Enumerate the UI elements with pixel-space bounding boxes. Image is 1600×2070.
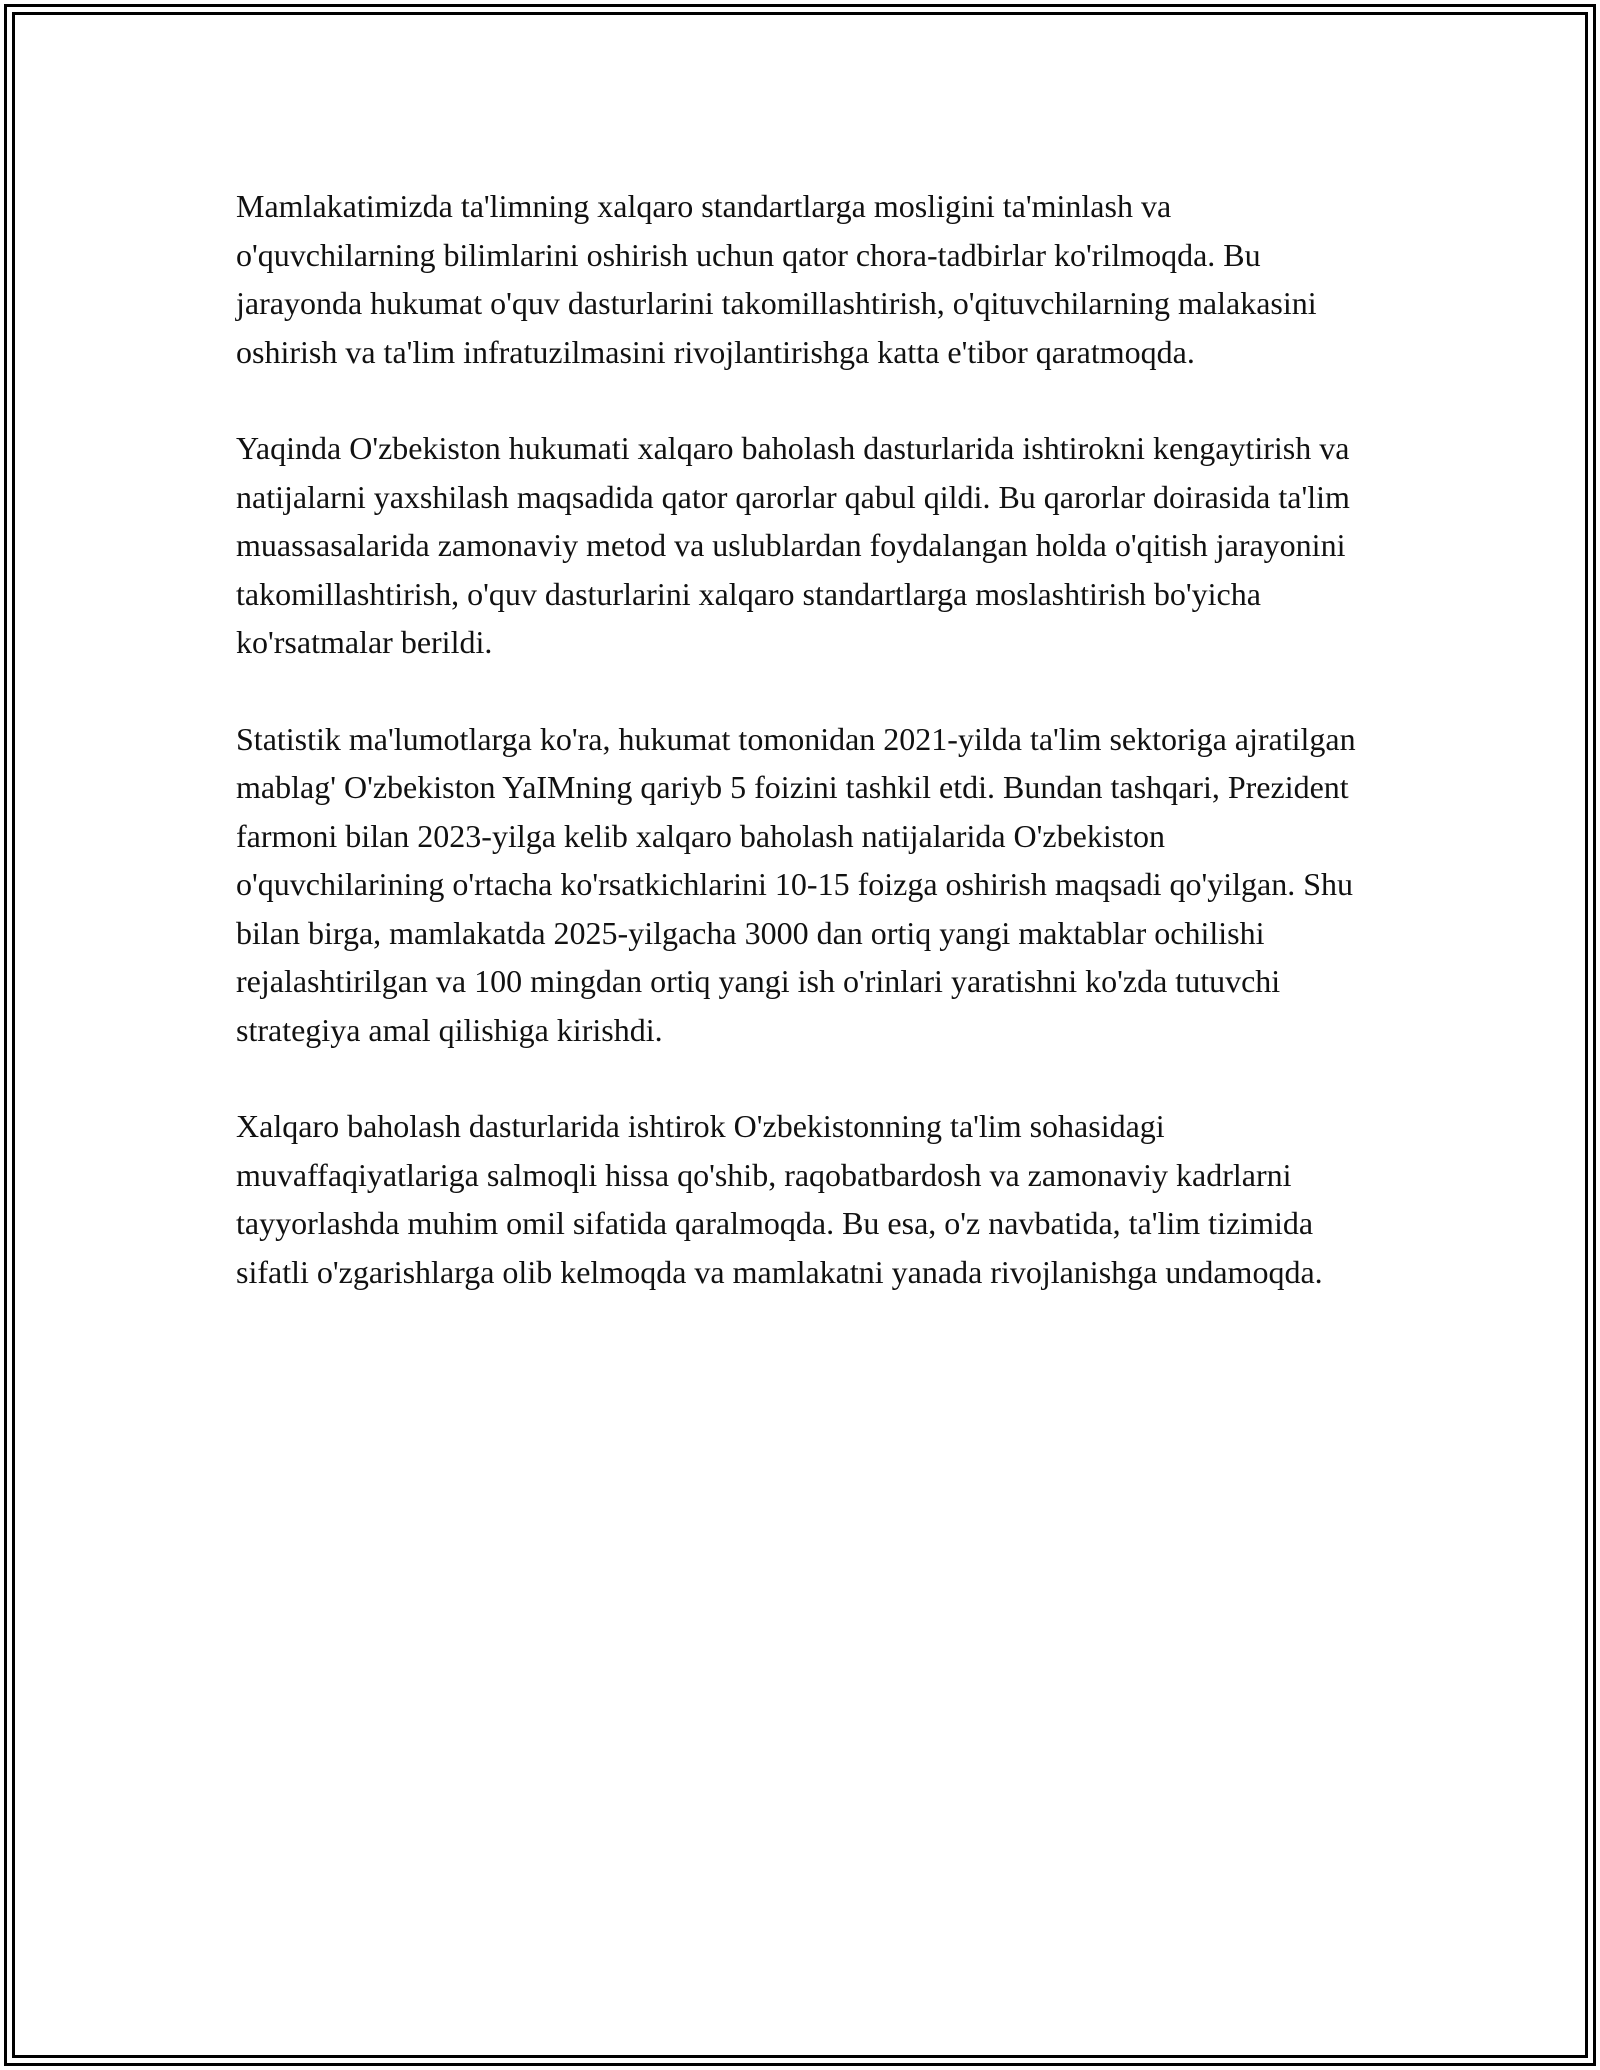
document-body <box>236 182 1366 1344</box>
paragraph-1: Mamlakatimizda ta'limning xalqaro standartlarga mosligini ta'minlash va o'quvchilarning bilimlarini oshirish uchun qator chora-tadbirlar ko'rilmoqda. Bu jarayonda hukumat o'quv dasturlarini takomillashtirish, o'qituvchilarning malakasini oshirish va ta'lim infratuzilmasini rivojlantirishga katta e'tibor qaratmoqda. <box>236 188 1317 370</box>
paragraph-3: Statistik ma'lumotlarga ko'ra, hukumat tomonidan 2021-yilda ta'lim sektoriga ajratilgan mablag' O'zbekiston YaIMning qariyb 5 foizini tashkil etdi. Bundan tashqari, Prezident farmoni bilan 2023-yilga kelib xalqaro baholash natijalarida O'zbekiston o'quvchilarining o'rtacha ko'rsatkichlarini 10-15 foizga oshirish maqsadi qo'yilgan. Shu bilan birga, mamlakatda 2025-yilgacha 3000 dan ortiq yangi maktablar ochilishi rejalashtirilgan va 100 mingdan ortiq yangi ish o'rinlari yaratishni ko'zda tutuvchi strategiya amal qilishiga kirishdi. <box>236 720 1356 1048</box>
paragraph-2: Yaqinda O'zbekiston hukumati xalqaro baholash dasturlarida ishtirokni kengaytirish va natijalarni yaxshilash maqsadida qator qarorlar qabul qildi. Bu qarorlar doirasida ta'lim muassasalarida zamonaviy metod va uslublardan foydalangan holda o'qitish jarayonini takomillashtirish, o'quv dasturlarini xalqaro standartlarga moslashtirish bo'yicha ko'rsatmalar berildi. <box>236 430 1350 660</box>
paragraph-4: Xalqaro baholash dasturlarida ishtirok O'zbekistonning ta'lim sohasidagi muvaffaqiyatlariga salmoqli hissa qo'shib, raqobatbardosh va zamonaviy kadrlarni tayyorlashda muhim omil sifatida qaralmoqda. Bu esa, o'z navbatida, ta'lim tizimida sifatli o'zgarishlarga olib kelmoqda va mamlakatni yanada rivojlanishga undamoqda. <box>236 1108 1323 1290</box>
